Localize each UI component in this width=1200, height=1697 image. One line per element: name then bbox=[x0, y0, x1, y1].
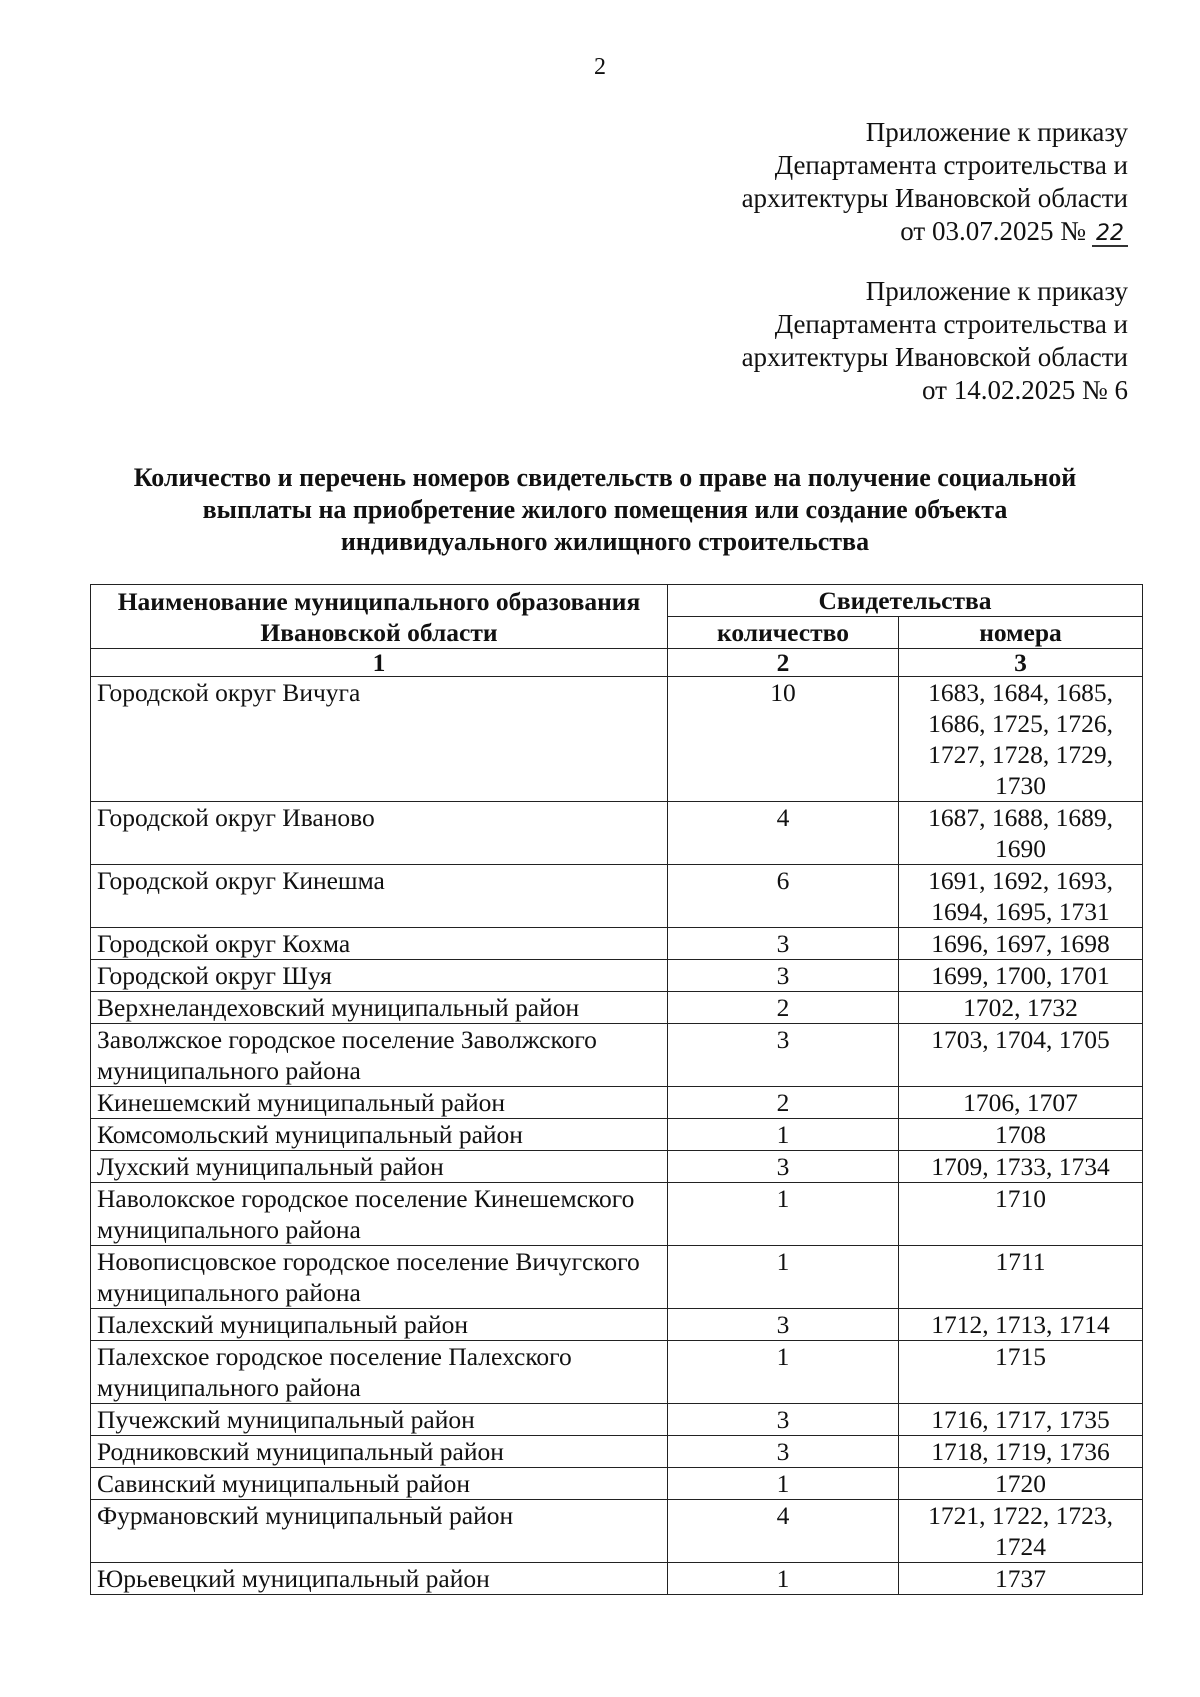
certificate-numbers: 1721, 1722, 1723, 1724 bbox=[899, 1500, 1143, 1563]
table-row bbox=[91, 677, 1143, 802]
certificate-numbers: 1706, 1707 bbox=[899, 1087, 1143, 1119]
certificate-numbers: 1711 bbox=[899, 1246, 1143, 1309]
title-line: Количество и перечень номеров свидетельств о праве на получение социальной bbox=[133, 463, 1077, 492]
table-row bbox=[91, 960, 1143, 992]
header-count: количество bbox=[668, 617, 899, 649]
table-row bbox=[91, 1309, 1143, 1341]
municipality-name: Савинский муниципальный район bbox=[91, 1468, 668, 1500]
handwritten-order-number: 22 bbox=[1092, 223, 1128, 247]
table-row bbox=[91, 1183, 1143, 1246]
header-certificates: Свидетельства bbox=[668, 585, 1143, 617]
certificate-count: 1 bbox=[668, 1341, 899, 1404]
municipality-name: Лухский муниципальный район bbox=[91, 1151, 668, 1183]
approval-line: Департамента строительства и bbox=[774, 309, 1128, 339]
certificate-count: 3 bbox=[668, 1436, 899, 1468]
certificate-count: 1 bbox=[668, 1468, 899, 1500]
certificate-numbers: 1687, 1688, 1689, 1690 bbox=[899, 802, 1143, 865]
page-number: 2 bbox=[594, 54, 606, 80]
municipality-name: Родниковский муниципальный район bbox=[91, 1436, 668, 1468]
municipality-name: Фурмановский муниципальный район bbox=[91, 1500, 668, 1563]
table-row bbox=[91, 1151, 1143, 1183]
certificate-count: 10 bbox=[668, 677, 899, 802]
municipality-name: Городской округ Кинешма bbox=[91, 865, 668, 928]
municipality-name: Городской округ Кохма bbox=[91, 928, 668, 960]
certificate-count: 3 bbox=[668, 1151, 899, 1183]
approval-date-line bbox=[742, 215, 1128, 248]
column-index: 3 bbox=[899, 649, 1143, 677]
municipality-name: Палехский муниципальный район bbox=[91, 1309, 668, 1341]
approval-date: от 03.07.2025 № bbox=[900, 216, 1086, 246]
certificate-count: 1 bbox=[668, 1246, 899, 1309]
table-row bbox=[91, 1500, 1143, 1563]
certificate-numbers: 1702, 1732 bbox=[899, 992, 1143, 1024]
table-row bbox=[91, 1563, 1143, 1595]
table-row bbox=[91, 865, 1143, 928]
certificate-numbers: 1703, 1704, 1705 bbox=[899, 1024, 1143, 1087]
table-row bbox=[91, 1246, 1143, 1309]
header-municipality: Наименование муниципального образования Ивановской области bbox=[91, 585, 668, 649]
approval-line: архитектуры Ивановской области bbox=[741, 342, 1128, 372]
certificate-count: 4 bbox=[668, 1500, 899, 1563]
certificate-count: 2 bbox=[668, 1087, 899, 1119]
table-row bbox=[91, 1404, 1143, 1436]
table-row bbox=[91, 1436, 1143, 1468]
municipality-name: Новописцовское городское поселение Вичугского муниципального района bbox=[91, 1246, 668, 1309]
approval-line: Приложение к приказу bbox=[865, 117, 1128, 147]
certificate-count: 3 bbox=[668, 1404, 899, 1436]
municipality-name: Пучежский муниципальный район bbox=[91, 1404, 668, 1436]
certificate-count: 4 bbox=[668, 802, 899, 865]
certificate-count: 3 bbox=[668, 928, 899, 960]
certificate-count: 1 bbox=[668, 1119, 899, 1151]
certificate-count: 6 bbox=[668, 865, 899, 928]
certificates-table bbox=[90, 584, 1143, 1595]
certificate-count: 3 bbox=[668, 1024, 899, 1087]
table-row bbox=[91, 992, 1143, 1024]
municipality-name: Верхнеландеховский муниципальный район bbox=[91, 992, 668, 1024]
table-row bbox=[91, 1341, 1143, 1404]
municipality-name: Юрьевецкий муниципальный район bbox=[91, 1563, 668, 1595]
column-index: 2 bbox=[668, 649, 899, 677]
certificate-numbers: 1718, 1719, 1736 bbox=[899, 1436, 1143, 1468]
certificate-numbers: 1737 bbox=[899, 1563, 1143, 1595]
municipality-name: Городской округ Шуя bbox=[91, 960, 668, 992]
municipality-name: Заволжское городское поселение Заволжского муниципального района bbox=[91, 1024, 668, 1087]
municipality-name: Комсомольский муниципальный район bbox=[91, 1119, 668, 1151]
header-numbers: номера bbox=[899, 617, 1143, 649]
certificate-count: 1 bbox=[668, 1563, 899, 1595]
title-line: выплаты на приобретение жилого помещения или создание объекта bbox=[202, 495, 1008, 524]
table-row bbox=[91, 1087, 1143, 1119]
municipality-name: Наволокское городское поселение Кинешемского муниципального района bbox=[91, 1183, 668, 1246]
certificate-numbers: 1716, 1717, 1735 bbox=[899, 1404, 1143, 1436]
municipality-name: Кинешемский муниципальный район bbox=[91, 1087, 668, 1119]
certificate-numbers: 1708 bbox=[899, 1119, 1143, 1151]
table-row bbox=[91, 802, 1143, 865]
certificate-numbers: 1696, 1697, 1698 bbox=[899, 928, 1143, 960]
certificate-numbers: 1699, 1700, 1701 bbox=[899, 960, 1143, 992]
certificate-numbers: 1715 bbox=[899, 1341, 1143, 1404]
municipality-name: Городской округ Вичуга bbox=[91, 677, 668, 802]
title-line: индивидуального жилищного строительства bbox=[340, 527, 870, 556]
table-row bbox=[91, 928, 1143, 960]
municipality-name: Городской округ Иваново bbox=[91, 802, 668, 865]
table-row bbox=[91, 1024, 1143, 1087]
column-index: 1 bbox=[91, 649, 668, 677]
certificate-count: 2 bbox=[668, 992, 899, 1024]
approval-line: архитектуры Ивановской области bbox=[741, 183, 1128, 213]
document-title bbox=[80, 462, 1130, 558]
approval-block-previous bbox=[742, 275, 1128, 407]
certificate-count: 3 bbox=[668, 960, 899, 992]
certificate-numbers: 1712, 1713, 1714 bbox=[899, 1309, 1143, 1341]
certificate-numbers: 1720 bbox=[899, 1468, 1143, 1500]
approval-line: от 14.02.2025 № 6 bbox=[922, 375, 1128, 405]
certificate-numbers: 1691, 1692, 1693, 1694, 1695, 1731 bbox=[899, 865, 1143, 928]
table-row bbox=[91, 1468, 1143, 1500]
certificate-count: 1 bbox=[668, 1183, 899, 1246]
municipality-name: Палехское городское поселение Палехского муниципального района bbox=[91, 1341, 668, 1404]
approval-block-current bbox=[742, 116, 1128, 248]
certificate-numbers: 1709, 1733, 1734 bbox=[899, 1151, 1143, 1183]
approval-line: Департамента строительства и bbox=[774, 150, 1128, 180]
approval-line: Приложение к приказу bbox=[865, 276, 1128, 306]
certificate-count: 3 bbox=[668, 1309, 899, 1341]
certificate-numbers: 1710 bbox=[899, 1183, 1143, 1246]
table-row bbox=[91, 1119, 1143, 1151]
certificate-numbers: 1683, 1684, 1685, 1686, 1725, 1726, 1727, 1728, 1729, 1730 bbox=[899, 677, 1143, 802]
column-index-row bbox=[91, 649, 1143, 677]
